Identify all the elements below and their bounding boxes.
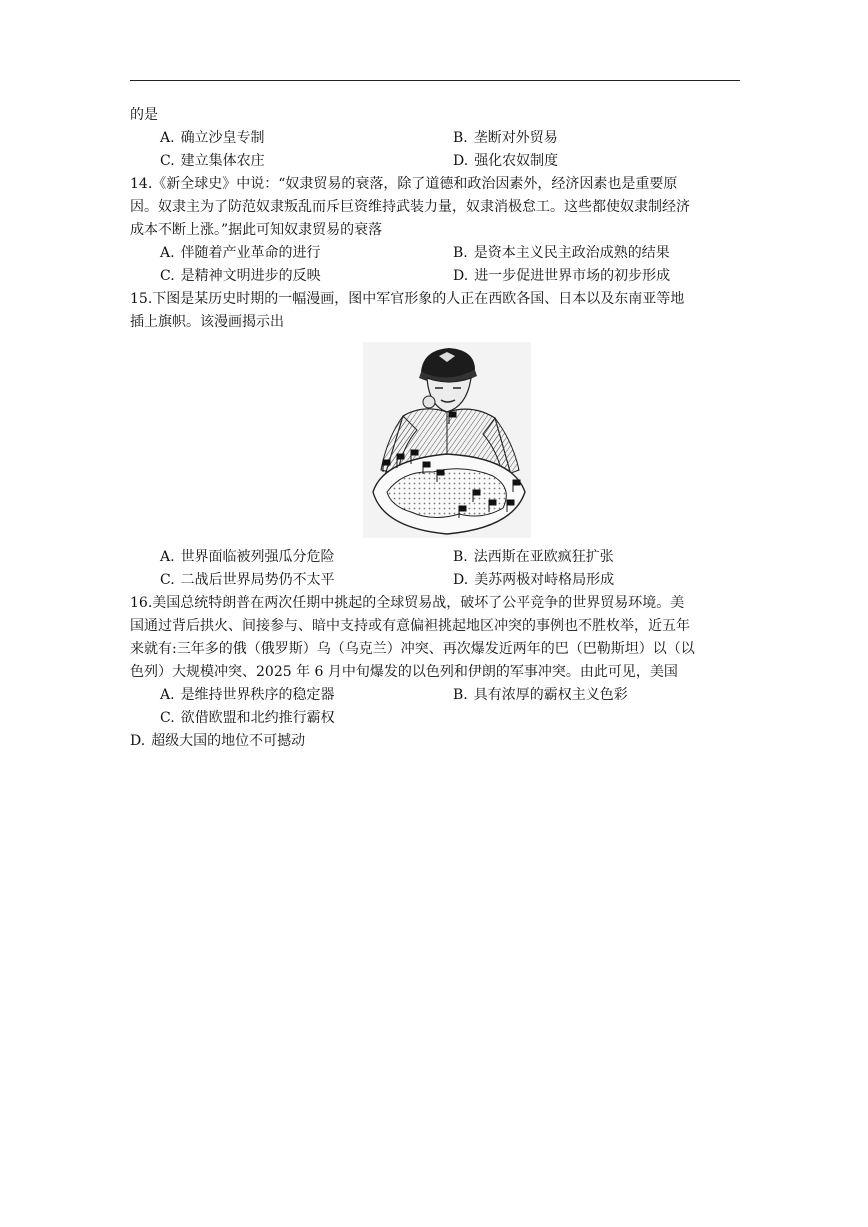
q13-options bbox=[130, 127, 742, 173]
q13-option-d: D. 强化农奴制度 bbox=[453, 153, 559, 169]
q16-options-ab bbox=[130, 684, 742, 707]
q15-options bbox=[130, 546, 742, 592]
q16-option-c-text: 欲借欧盟和北约推行霸权 bbox=[180, 710, 335, 726]
cartoon-officer-planting-flags-illustration bbox=[363, 342, 531, 538]
q14-stem-line-3: 成本不断上涨。”据此可知奴隶贸易的衰落 bbox=[130, 222, 383, 238]
q13-option-a-text: 确立沙皇专制 bbox=[180, 130, 265, 146]
header-rule bbox=[130, 80, 740, 81]
q15-option-a: A. 世界面临被列强瓜分危险 bbox=[160, 549, 335, 565]
q15-option-d-text: 美苏两极对峙格局形成 bbox=[474, 572, 615, 588]
question-content bbox=[130, 104, 742, 753]
q13-option-c: C. 建立集体农庄 bbox=[160, 153, 265, 169]
q15-stem-line-1: 15.下图是某历史时期的一幅漫画，图中军官形象的人正在西欧各国、日本以及东南亚等地 bbox=[130, 291, 685, 307]
q14-option-a: A. 伴随着产业革命的进行 bbox=[160, 245, 321, 261]
q16-option-a: A. 是维持世界秩序的稳定器 bbox=[160, 687, 335, 703]
q13-option-a: A. 确立沙皇专制 bbox=[160, 130, 265, 146]
q14-option-c-text: 是精神文明进步的反映 bbox=[180, 268, 321, 284]
q16-option-d: D. 超级大国的地位不可撼动 bbox=[130, 733, 306, 749]
q14-stem-line-2: 因。奴隶主为了防范奴隶叛乱而斥巨资维持武装力量，奴隶消极怠工。这些都使奴隶制经济 bbox=[130, 199, 690, 215]
q16-stem-line-2: 国通过背后拱火、间接参与、暗中支持或有意偏袒挑起地区冲突的事例也不胜枚举，近五年 bbox=[130, 618, 690, 634]
q15-option-b-text: 法西斯在亚欧疯狂扩张 bbox=[473, 549, 614, 565]
q16-option-b: B. 具有浓厚的霸权主义色彩 bbox=[453, 687, 628, 703]
q15-option-b: B. 法西斯在亚欧疯狂扩张 bbox=[453, 549, 614, 565]
q16-stem-line-4: 色列）大规模冲突、2025 年 6 月中旬爆发的以色列和伊朗的军事冲突。由此可见，美国 bbox=[130, 664, 678, 680]
q14-option-d-text: 进一步促进世界市场的初步形成 bbox=[474, 268, 671, 284]
q14-option-b: B. 是资本主义民主政治成熟的结果 bbox=[453, 245, 670, 261]
q15-option-a-text: 世界面临被列强瓜分危险 bbox=[180, 549, 335, 565]
q16-stem-line-3: 来就有:三年多的俄（俄罗斯）乌（乌克兰）冲突、再次爆发近两年的巴（巴勒斯坦）以（以 bbox=[130, 641, 695, 657]
q16-stem-line-1: 16.美国总统特朗普在两次任期中挑起的全球贸易战，破坏了公平竞争的世界贸易环境。美 bbox=[130, 595, 685, 611]
q14-options bbox=[130, 242, 742, 288]
q15-option-c-text: 二战后世界局势仍不太平 bbox=[180, 572, 335, 588]
q13-option-c-text: 建立集体农庄 bbox=[180, 153, 265, 169]
q14-option-b-text: 是资本主义民主政治成熟的结果 bbox=[473, 245, 670, 261]
q15-option-c: C. 二战后世界局势仍不太平 bbox=[160, 572, 335, 588]
q14-stem-line-1: 14.《新全球史》中说：“奴隶贸易的衰落，除了道德和政治因素外，经济因素也是重要原 bbox=[130, 176, 678, 192]
cartoon-figure bbox=[363, 342, 531, 538]
q13-option-b: B. 垄断对外贸易 bbox=[453, 130, 558, 146]
q14-option-c: C. 是精神文明进步的反映 bbox=[160, 268, 321, 284]
q16-option-b-text: 具有浓厚的霸权主义色彩 bbox=[473, 687, 628, 703]
q14-option-a-text: 伴随着产业革命的进行 bbox=[180, 245, 321, 261]
q14-option-d: D. 进一步促进世界市场的初步形成 bbox=[453, 268, 671, 284]
q16-option-c: C. 欲借欧盟和北约推行霸权 bbox=[160, 710, 335, 726]
q13-option-d-text: 强化农奴制度 bbox=[474, 153, 559, 169]
q16-option-a-text: 是维持世界秩序的稳定器 bbox=[180, 687, 335, 703]
q13-option-b-text: 垄断对外贸易 bbox=[473, 130, 558, 146]
q15-stem-line-2: 插上旗帜。该漫画揭示出 bbox=[130, 314, 284, 330]
q15-option-d: D. 美苏两极对峙格局形成 bbox=[453, 572, 615, 588]
q16-option-d-text: 超级大国的地位不可撼动 bbox=[151, 733, 306, 749]
q13-stem-tail: 的是 bbox=[130, 107, 158, 123]
